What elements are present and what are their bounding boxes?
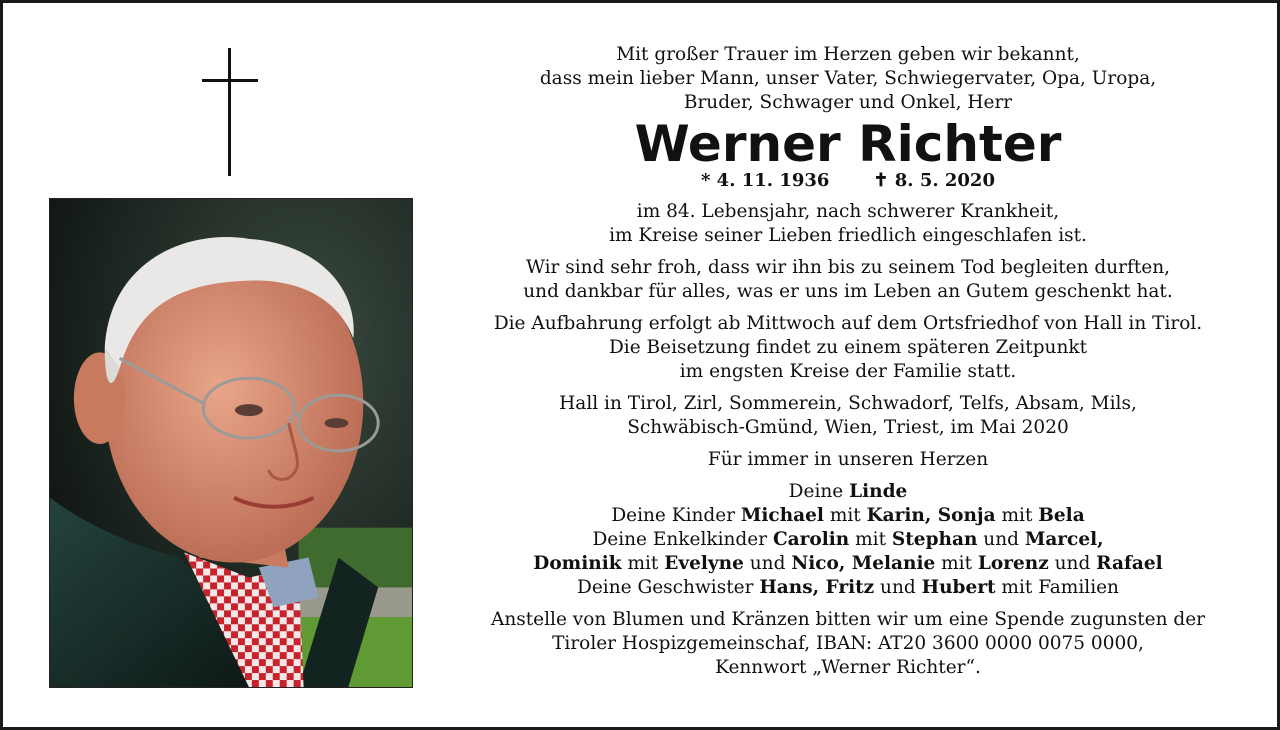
places-line: Hall in Tirol, Zirl, Sommerein, Schwadorf, Telfs, Absam, Mils, bbox=[559, 393, 1137, 414]
family-grandchildren-line: Deine Enkelkinder Carolin mit Stephan und Marcel, bbox=[592, 529, 1104, 550]
life-dates bbox=[463, 171, 1233, 191]
passing-line: im Kreise seiner Lieben friedlich eingeschlafen ist. bbox=[609, 225, 1087, 246]
obituary-text bbox=[463, 43, 1233, 680]
donation-line: Anstelle von Blumen und Kränzen bitten wir um eine Spende zugunsten der bbox=[490, 609, 1206, 630]
donation-line: Kennwort „Werner Richter“. bbox=[715, 657, 981, 678]
family-grandchildren-line: Dominik mit Evelyne und Nico, Melanie mit Lorenz und Rafael bbox=[533, 553, 1163, 574]
wife-name: Linde bbox=[849, 481, 908, 502]
family-children-line: Deine Kinder Michael mit Karin, Sonja mit Bela bbox=[611, 505, 1085, 526]
funeral-line: Die Aufbahrung erfolgt ab Mittwoch auf dem Ortsfriedhof von Hall in Tirol. bbox=[493, 313, 1203, 334]
forever-line: Für immer in unseren Herzen bbox=[707, 449, 989, 470]
intro-line: dass mein lieber Mann, unser Vater, Schwiegervater, Opa, Uropa, bbox=[539, 68, 1157, 89]
funeral-line: im engsten Kreise der Familie statt. bbox=[679, 361, 1017, 382]
intro-line: Bruder, Schwager und Onkel, Herr bbox=[683, 92, 1013, 113]
birth-date: * 4. 11. 1936 bbox=[701, 170, 830, 191]
places-line: Schwäbisch-Gmünd, Wien, Triest, im Mai 2020 bbox=[627, 417, 1069, 438]
family-wife-line: Deine Linde bbox=[788, 481, 908, 502]
intro-line: Mit großer Trauer im Herzen geben wir bekannt, bbox=[616, 44, 1080, 65]
family-siblings-line: Deine Geschwister Hans, Fritz und Hubert mit Familien bbox=[577, 577, 1119, 598]
portrait-photo bbox=[49, 198, 413, 688]
deceased-name: Werner Richter bbox=[634, 115, 1062, 173]
cross-icon bbox=[202, 48, 258, 176]
death-date: ✝ 8. 5. 2020 bbox=[873, 170, 995, 191]
passing-line: im 84. Lebensjahr, nach schwerer Krankheit, bbox=[636, 201, 1060, 222]
donation-line: Tiroler Hospizgemeinschaf, IBAN: AT20 3600 0000 0075 0000, bbox=[552, 633, 1144, 654]
gratitude-line: und dankbar für alles, was er uns im Leben an Gutem geschenkt hat. bbox=[523, 281, 1173, 302]
funeral-line: Die Beisetzung findet zu einem späteren Zeitpunkt bbox=[608, 337, 1088, 358]
gratitude-line: Wir sind sehr froh, dass wir ihn bis zu seinem Tod begleiten durften, bbox=[525, 257, 1171, 278]
